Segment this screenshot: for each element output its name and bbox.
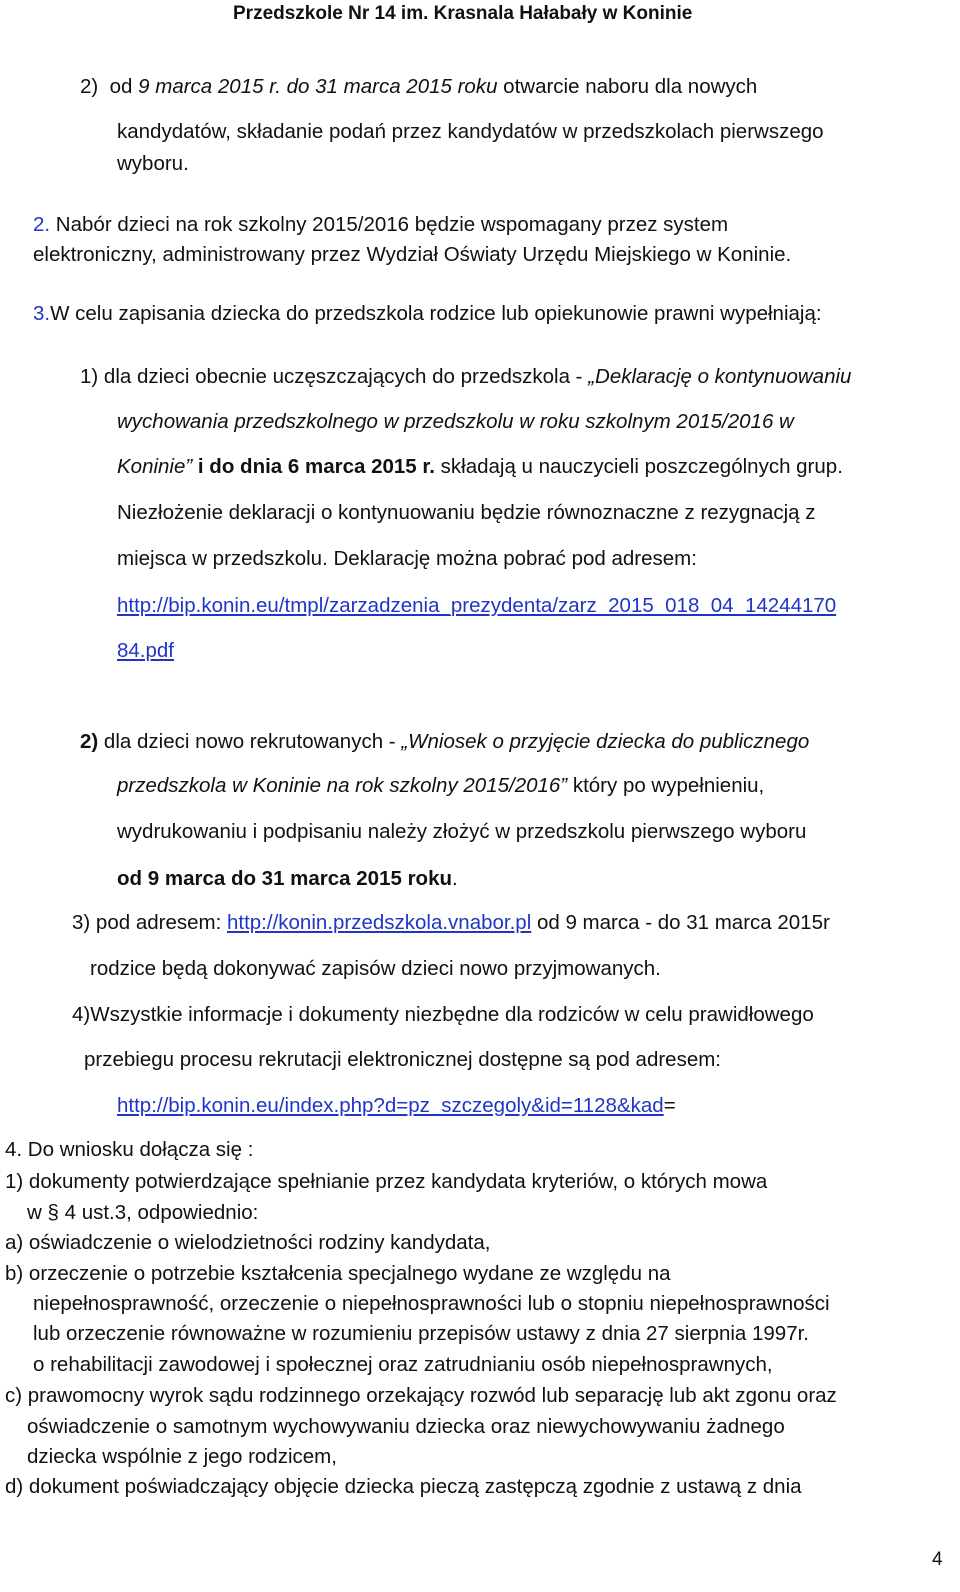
p1-deadline: i do dnia 6 marca 2015 r. xyxy=(192,455,435,478)
p1-rest: składają u nauczycieli poszczególnych grup. xyxy=(434,455,843,478)
p3-line-1 xyxy=(72,913,830,934)
section-4-item-c-1: c) prawomocny wyrok sądu rodzinnego orzekający rozwód lub separację lub akt zgonu oraz xyxy=(5,1384,837,1407)
vnabor-link[interactable]: http://konin.przedszkola.vnabor.pl xyxy=(226,911,532,934)
page-number: 4 xyxy=(932,1549,943,1570)
section-4-item-b-3: lub orzeczenie równoważne w rozumieniu przepisów ustawy z dnia 27 sierpnia 1997r. xyxy=(33,1322,809,1345)
section-2-line-2: elektroniczny, administrowany przez Wydział Oświaty Urzędu Miejskiego w Koninie. xyxy=(33,243,792,266)
section-4-item-c-3: dziecka wspólnie z jego rodzicem, xyxy=(27,1445,337,1468)
item-2-dates: 9 marca 2015 r. do 31 marca 2015 roku xyxy=(138,75,498,98)
p1-line-3 xyxy=(117,457,843,478)
p2-line-4 xyxy=(117,869,458,890)
section-4-title: 4. Do wniosku dołącza się : xyxy=(5,1138,254,1161)
p4-line-3 xyxy=(117,1096,676,1117)
p2-dot: . xyxy=(452,867,458,890)
p1-line-2: wychowania przedszkolnego w przedszkolu w roku szkolnym 2015/2016 w xyxy=(117,410,794,433)
section-3-number: 3. xyxy=(33,302,51,325)
section-4-item-a: a) oświadczenie o wielodzietności rodziny kandydata, xyxy=(5,1231,491,1254)
p4-line-1: 4)Wszystkie informacje i dokumenty niezbędne dla rodziców w celu prawidłowego xyxy=(72,1003,814,1026)
p2-application-title-cont: przedszkola w Koninie na rok szkolny 2015/2016” xyxy=(117,774,568,797)
item-2-text-c: otwarcie naboru dla nowych xyxy=(497,75,758,98)
p1-line-1 xyxy=(80,367,851,388)
p2-line-2 xyxy=(117,776,764,797)
p2-dates: od 9 marca do 31 marca 2015 roku xyxy=(117,867,453,890)
section-2-text: Nabór dzieci na rok szkolny 2015/2016 będzie wspomagany przez system xyxy=(50,213,729,236)
p2-text: dla dzieci nowo rekrutowanych - xyxy=(98,730,402,753)
section-2-line-1 xyxy=(33,215,728,236)
p2-number: 2) xyxy=(80,730,99,753)
section-4-item-b-1: b) orzeczenie o potrzebie kształcenia specjalnego wydane ze względu na xyxy=(5,1262,671,1285)
section-4-item-b-2: niepełnosprawność, orzeczenie o niepełnosprawności lub o stopniu niepełnosprawności xyxy=(33,1292,830,1315)
section-4-item-c-2: oświadczenie o samotnym wychowywaniu dziecka oraz niewychowywaniu żadnego xyxy=(27,1415,785,1438)
p1-line-4: Niezłożenie deklaracji o kontynuowaniu będzie równoznaczne z rezygnacją z xyxy=(117,501,816,524)
p1-declaration-title: „Deklarację o kontynuowaniu xyxy=(588,365,852,388)
section-4-item-b-4: o rehabilitacji zawodowej i społecznej oraz zatrudnianiu osób niepełnosprawnych, xyxy=(33,1353,773,1376)
section-4-item-d-1: d) dokument poświadczający objęcie dziecka pieczą zastępczą zgodnie z ustawą z dnia xyxy=(5,1475,802,1498)
p1-text: 1) dla dzieci obecnie uczęszczających do przedszkola - xyxy=(80,365,589,388)
item-2-line-3: wyboru. xyxy=(117,152,189,175)
section-4-line-2: w § 4 ust.3, odpowiednio: xyxy=(27,1201,259,1224)
declaration-pdf-link[interactable]: http://bip.konin.eu/tmpl/zarzadzenia_prezydenta/zarz_2015_018_04_14244170 xyxy=(117,594,837,617)
p1-koninie: Koninie” xyxy=(117,455,193,478)
p2-line-1 xyxy=(80,732,809,753)
section-3-intro xyxy=(33,304,822,325)
p4-line-2: przebiegu procesu rekrutacji elektronicznej dostępne są pod adresem: xyxy=(84,1048,722,1071)
section-3-intro-text: W celu zapisania dziecka do przedszkola rodzice lub opiekunowie prawni wypełniają: xyxy=(50,302,822,325)
p2-line-2-rest: który po wypełnieniu, xyxy=(567,774,765,797)
p3-line-2: rodzice będą dokonywać zapisów dzieci nowo przyjmowanych. xyxy=(90,957,661,980)
p2-line-3: wydrukowaniu i podpisaniu należy złożyć w przedszkolu pierwszego wyboru xyxy=(117,820,807,843)
page-header: Przedszkole Nr 14 im. Krasnala Hałabały w Koninie xyxy=(233,3,693,24)
bip-info-link[interactable]: http://bip.konin.eu/index.php?d=pz_szczegoly&id=1128&kad xyxy=(117,1094,664,1117)
p2-application-title: „Wniosek o przyjęcie dziecka do publicznego xyxy=(401,730,810,753)
declaration-pdf-link-continued[interactable]: 84.pdf xyxy=(117,639,174,662)
item-2-line-1 xyxy=(80,77,757,98)
p4-link-tail: = xyxy=(663,1094,676,1117)
item-2-number: 2) xyxy=(80,75,99,98)
p1-line-5: miejsca w przedszkolu. Deklarację można pobrać pod adresem: xyxy=(117,547,697,570)
p3-text-a: 3) pod adresem: xyxy=(72,911,227,934)
p3-text-b: od 9 marca - do 31 marca 2015r xyxy=(531,911,830,934)
section-4-line-1: 1) dokumenty potwierdzające spełnianie przez kandydata kryteriów, o których mowa xyxy=(5,1170,768,1193)
item-2-line-2: kandydatów, składanie podań przez kandydatów w przedszkolach pierwszego xyxy=(117,120,824,143)
section-2-number: 2. xyxy=(33,213,51,236)
item-2-text-a: od xyxy=(109,75,139,98)
